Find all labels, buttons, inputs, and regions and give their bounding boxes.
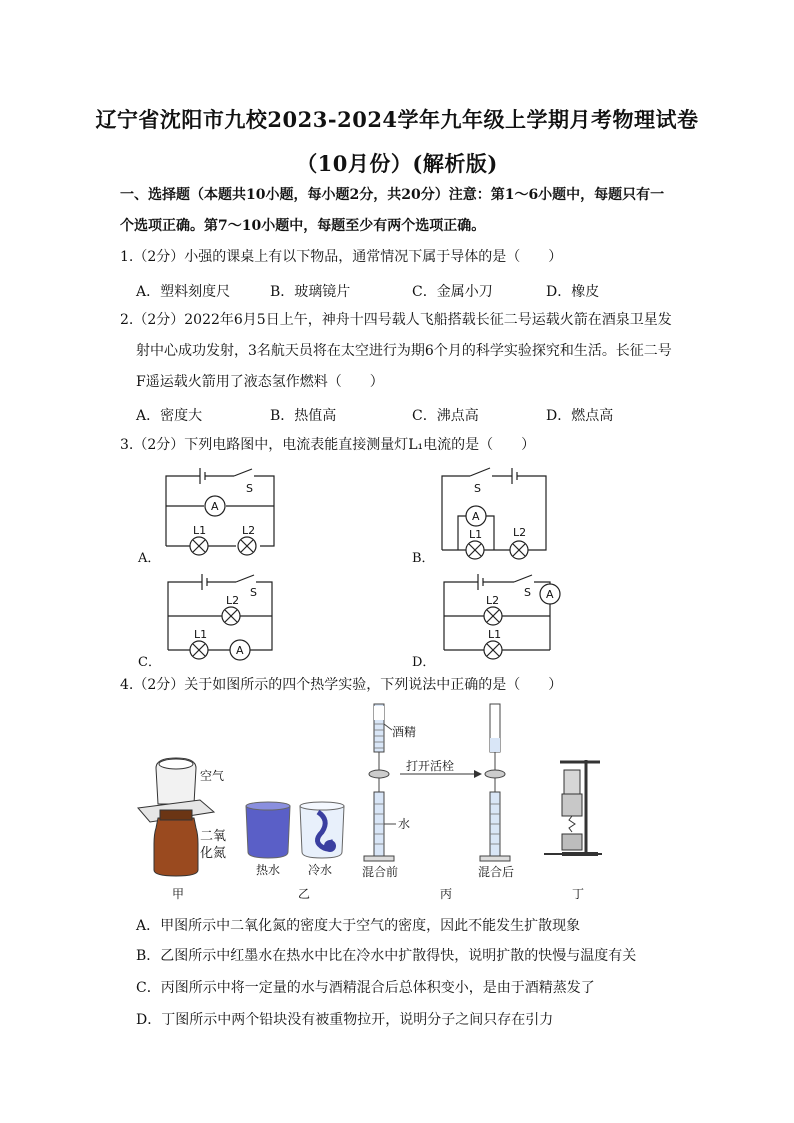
label-hunheqian: 混合前 xyxy=(362,865,399,879)
section-heading xyxy=(120,180,680,242)
caption-bing: 丙 xyxy=(440,887,453,900)
q2-stem-line1: 2.（2分）2022年6月5日上午，神舟十四号载人飞船搭载长征二号运载火箭在酒泉卫星发 xyxy=(120,312,672,328)
circuit-a-ammeter-label: A xyxy=(211,500,219,513)
circuit-c-s-label: S xyxy=(250,586,257,599)
label-dakaihuoshuan: 打开活栓 xyxy=(406,759,455,773)
q3-option-d-letter: D． xyxy=(412,655,436,670)
label-reshui: 热水 xyxy=(256,863,281,877)
q3-option-c-letter: C． xyxy=(138,655,161,670)
figure-bing xyxy=(364,704,510,861)
question-4-stem: 4.（2分）关于如图所示的四个热学实验，下列说法中正确的是（ ） xyxy=(120,677,563,693)
caption-jia: 甲 xyxy=(172,887,185,900)
circuit-d-l2-label: L2 xyxy=(486,594,500,607)
q1-option-a: A．塑料刻度尺 xyxy=(136,284,231,300)
label-kongqi: 空气 xyxy=(200,769,225,783)
label-shui: 水 xyxy=(398,817,411,831)
circuit-a-l1-label: L1 xyxy=(193,524,207,537)
circuit-b-l1-label: L1 xyxy=(469,528,483,541)
q4-option-b: B．乙图所示中红墨水在热水中比在冷水中扩散得快，说明扩散的快慢与温度有关 xyxy=(136,948,637,964)
circuit-b-l2-label: L2 xyxy=(513,526,527,539)
q1-option-c: C．金属小刀 xyxy=(412,284,493,300)
paper-title-line2: （10月份）(解析版) xyxy=(296,151,498,176)
q3-option-b-letter: B． xyxy=(412,551,435,566)
label-lengshui: 冷水 xyxy=(308,863,333,877)
question-2-stem xyxy=(120,305,680,398)
q2-option-d: D．燃点高 xyxy=(546,408,614,424)
q4-option-a: A．甲图所示中二氧化氮的密度大于空气的密度，因此不能发生扩散现象 xyxy=(136,918,581,934)
circuit-c-ammeter-label: A xyxy=(236,644,244,657)
q2-option-b: B．热值高 xyxy=(270,408,337,424)
circuit-d-l1-label: L1 xyxy=(488,628,502,641)
q3-option-a-letter: A． xyxy=(138,551,161,566)
question-1-stem: 1.（2分）小强的课桌上有以下物品，通常情况下属于导体的是（ ） xyxy=(120,249,563,265)
circuit-b xyxy=(442,468,546,559)
circuit-a xyxy=(166,468,274,555)
q4-option-c: C．丙图所示中将一定量的水与酒精混合后总体积变小，是由于酒精蒸发了 xyxy=(136,980,595,996)
circuit-a-l2-label: L2 xyxy=(242,524,256,537)
circuit-d-s-label: S xyxy=(524,586,531,599)
circuit-d xyxy=(444,574,560,659)
q4-option-d: D．丁图所示中两个铅块没有被重物拉开，说明分子之间只存在引力 xyxy=(136,1012,554,1028)
question-3-stem: 3.（2分）下列电路图中，电流表能直接测量灯L₁电流的是（ ） xyxy=(120,437,536,453)
circuit-c-l1-label: L1 xyxy=(194,628,208,641)
caption-ding: 丁 xyxy=(572,887,585,900)
section-heading-line1: 一、选择题（本题共10小题，每小题2分，共20分）注意：第1～6小题中，每题只有一 xyxy=(120,187,665,203)
caption-yi: 乙 xyxy=(298,887,311,900)
figure-yi xyxy=(246,802,344,858)
circuit-c-l2-label: L2 xyxy=(226,594,240,607)
label-eryanghuadan: 二氧化氮 xyxy=(200,829,227,861)
q2-stem-line3: F遥运载火箭用了液态氢作燃料（ ） xyxy=(136,374,384,390)
figure-ding xyxy=(544,760,602,854)
q2-option-c: C．沸点高 xyxy=(412,408,479,424)
circuit-d-ammeter-label: A xyxy=(546,588,554,601)
q4-experiment-figures xyxy=(0,700,794,900)
q1-option-b: B．玻璃镜片 xyxy=(270,284,351,300)
circuit-a-s-label: S xyxy=(246,482,253,495)
q2-stem-line2: 射中心成功发射，3名航天员将在太空进行为期6个月的科学实验探究和生活。长征二号 xyxy=(136,343,672,359)
circuit-b-ammeter-label: A xyxy=(472,510,480,523)
q1-option-d: D．橡皮 xyxy=(546,284,600,300)
q2-option-a: A．密度大 xyxy=(136,408,203,424)
circuit-b-s-label: S xyxy=(474,482,481,495)
label-hunhehou: 混合后 xyxy=(478,865,515,879)
q3-circuit-figures xyxy=(0,460,794,680)
paper-title-line1: 辽宁省沈阳市九校2023-2024学年九年级上学期月考物理试卷 xyxy=(95,107,699,132)
section-heading-line2: 个选项正确。第7～10小题中，每题至少有两个选项正确。 xyxy=(120,218,486,234)
label-jiujing: 酒精 xyxy=(392,725,417,739)
